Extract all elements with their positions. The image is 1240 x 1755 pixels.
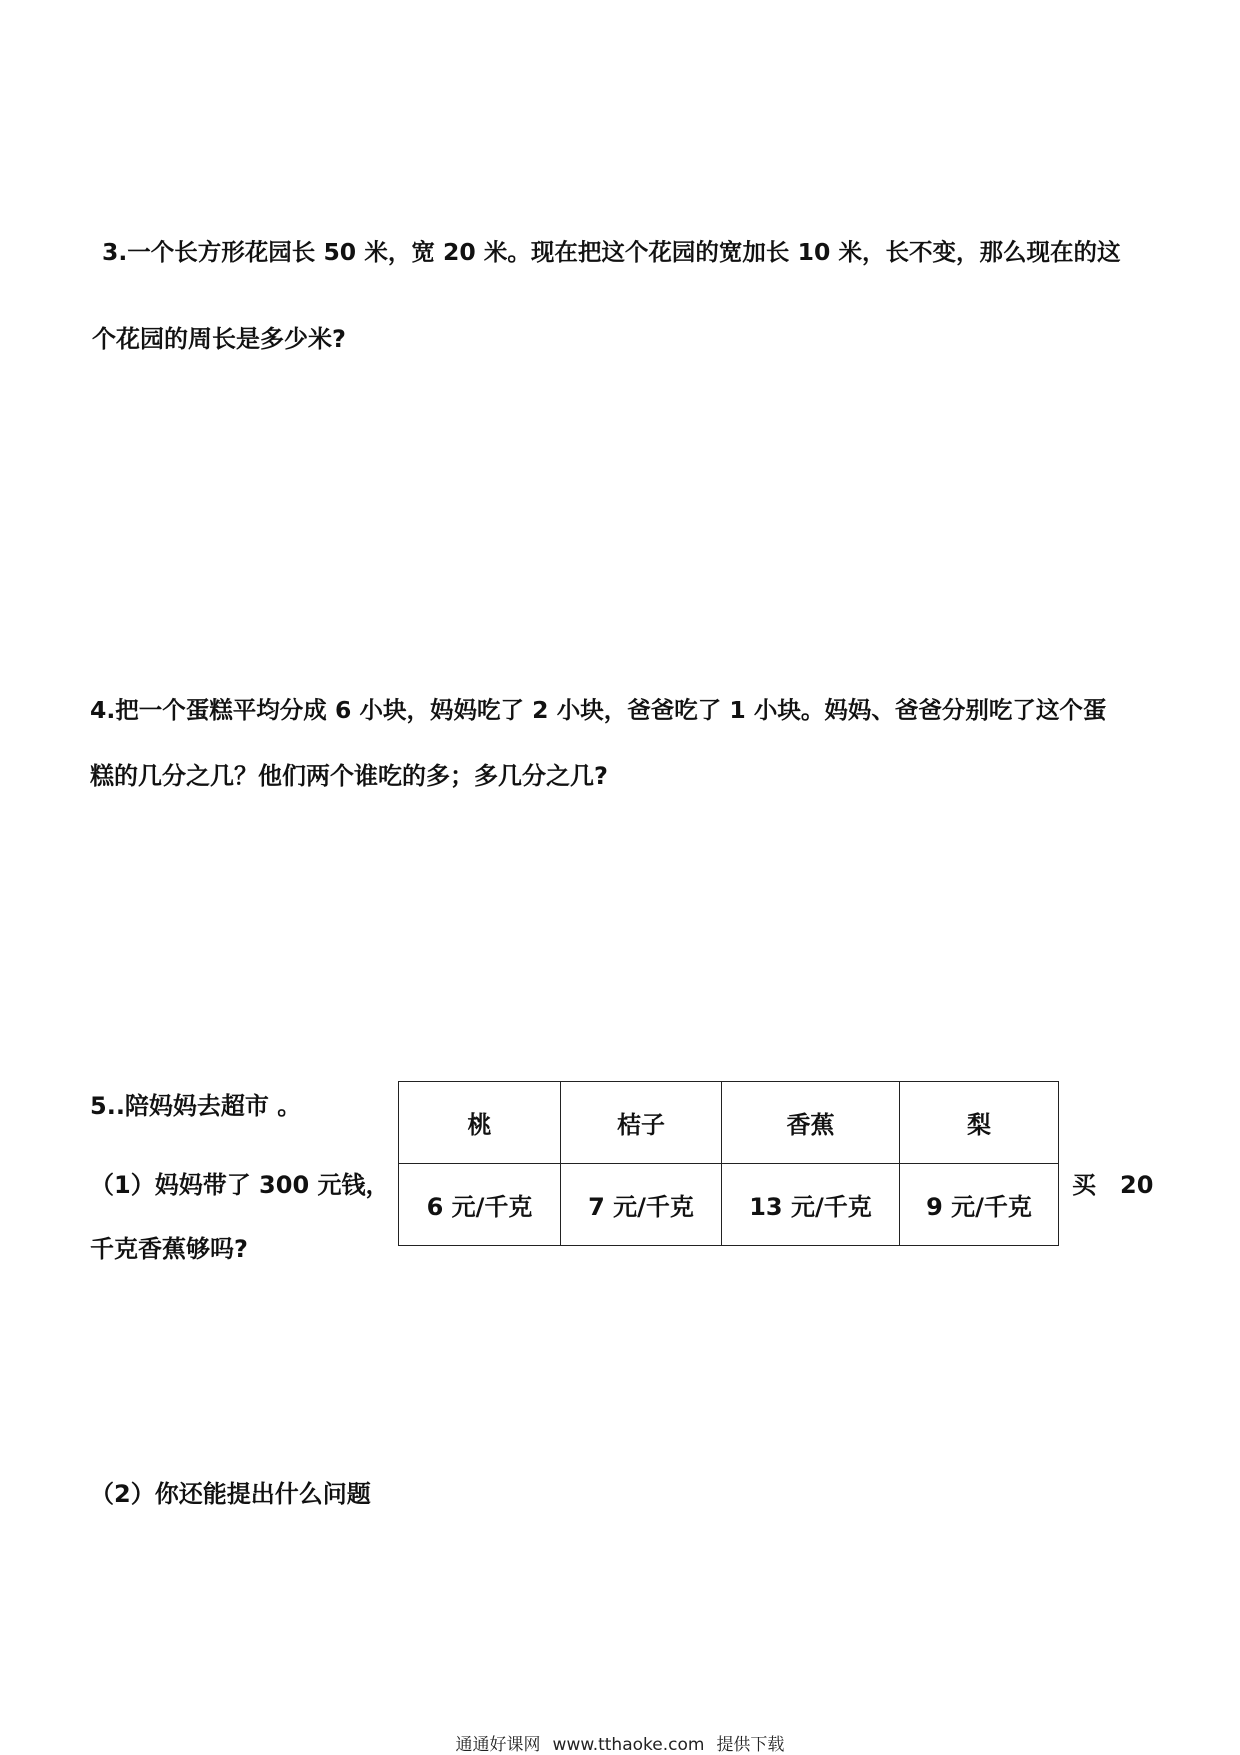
question-3-line-2: 个花园的周长是多少米? bbox=[92, 325, 346, 353]
table-header-cell: 桃 bbox=[399, 1082, 561, 1164]
question-4-line-2: 糕的几分之几？他们两个谁吃的多；多几分之几? bbox=[90, 762, 608, 790]
table-cell: 6 元/千克 bbox=[399, 1164, 561, 1246]
question-5-part-1-right: 买 20 bbox=[1072, 1171, 1154, 1199]
question-5-title: 5..陪妈妈去超市 。 bbox=[90, 1092, 302, 1120]
footer-site-name: 通通好课网 bbox=[455, 1735, 541, 1755]
table-cell: 7 元/千克 bbox=[561, 1164, 722, 1246]
question-3-line-1: 3.一个长方形花园长 50 米，宽 20 米。现在把这个花园的宽加长 10 米，长不变，那么现在的这 bbox=[102, 238, 1121, 266]
table-row bbox=[399, 1164, 1059, 1246]
table-header-cell: 香蕉 bbox=[722, 1082, 900, 1164]
question-5-part-2: （2）你还能提出什么问题 bbox=[90, 1480, 371, 1508]
question-4-line-1: 4.把一个蛋糕平均分成 6 小块，妈妈吃了 2 小块，爸爸吃了 1 小块。妈妈、爸爸分别吃了这个蛋 bbox=[90, 696, 1107, 724]
table-header-cell: 桔子 bbox=[561, 1082, 722, 1164]
table-header-row bbox=[399, 1082, 1059, 1164]
footer-url-link[interactable]: www.tthaoke.com bbox=[552, 1735, 705, 1755]
fruit-price-table bbox=[398, 1081, 1059, 1246]
page-footer bbox=[0, 1735, 1240, 1755]
table-cell: 9 元/千克 bbox=[900, 1164, 1059, 1246]
table-cell: 13 元/千克 bbox=[722, 1164, 900, 1246]
question-5-part-1-continuation: 千克香蕉够吗? bbox=[90, 1235, 248, 1263]
table-header-cell: 梨 bbox=[900, 1082, 1059, 1164]
question-5-part-1-left: （1）妈妈带了 300 元钱， bbox=[90, 1171, 390, 1199]
footer-note: 提供下载 bbox=[716, 1735, 785, 1755]
